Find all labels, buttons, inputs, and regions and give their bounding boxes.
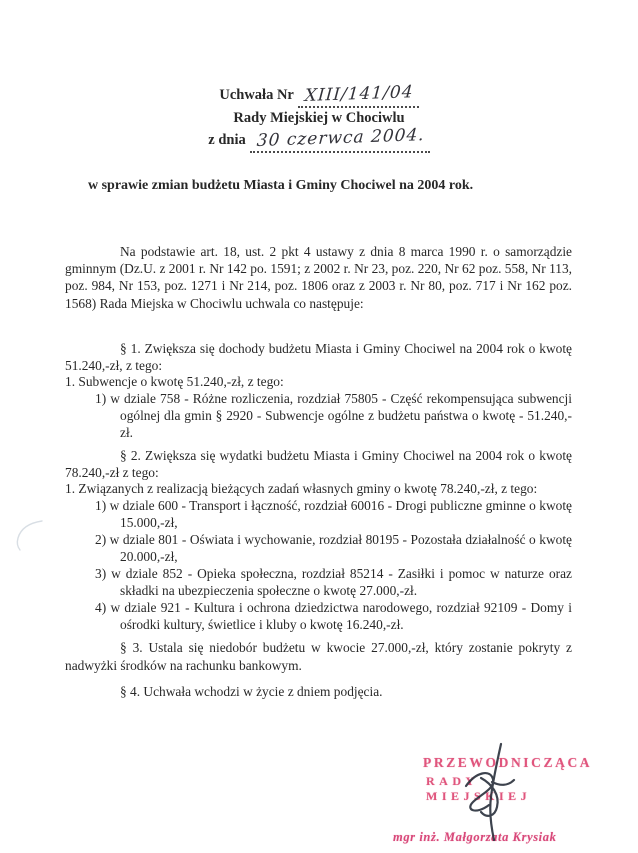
section-2-subitem-4 — [65, 600, 572, 634]
stamp-signer-name: mgr inż. Małgorzata Krysiak — [393, 830, 557, 844]
section-3-heading: § 3. Ustala się niedobór budżetu w kwocie 27.000,-zł, który zostanie pokryty z nadwyżki środków na rachunku bankowym. — [65, 640, 572, 673]
document-header — [0, 84, 638, 153]
section-2-subitem-2 — [65, 532, 572, 566]
resolution-number-line — [0, 84, 638, 108]
resolution-number-field — [298, 84, 419, 108]
list-item-text: Subwencje o kwotę 51.240,-zł, z tego: — [78, 374, 284, 390]
handwritten-resolution-number: XIII/141/04 — [303, 82, 415, 106]
intro-paragraph: Na podstawie art. 18, ust. 2 pkt 4 ustawy z dnia 8 marca 1990 r. o samorządzie gminnym (Dz.U. z 2001 r. Nr 142 po. 1591; z 2002 r. Nr 23, poz. 220, Nr 62 poz. 558, Nr 113, poz. 984, Nr 153, poz. 1271 i Nr 214, poz. 1806 oraz z 2003 r. Nr 80, poz. 717 i Nr 162 poz. 1568) Rada Miejska w Chociwlu uchwala co następuje: — [65, 244, 572, 311]
list-item-label: 1) — [95, 498, 107, 514]
list-item-label: 4) — [95, 599, 107, 615]
section-2-item-1 — [65, 481, 572, 498]
list-item-text: w dziale 852 - Opieka społeczna, rozdział 85214 - Zasiłki i pomoc w naturze oraz składki na ubezpieczenia społeczne o kwotę 27.000,-zł. — [111, 565, 572, 598]
handwritten-signature — [448, 742, 538, 842]
handwritten-date: 30 czerwca 2004. — [255, 125, 426, 151]
section-2-subitem-3 — [65, 566, 572, 600]
stamp-council-line: RADY MIEJSKIEJ — [426, 774, 532, 803]
list-item-text: Związanych z realizacją bieżących zadań własnych gminy o kwotę 78.240,-zł, z tego: — [78, 481, 538, 497]
list-item-label: 1) — [95, 391, 107, 407]
section-4-heading: § 4. Uchwała wchodzi w życie z dniem podjęcia. — [120, 683, 383, 699]
list-item-label: 1. — [65, 374, 76, 390]
date-field — [250, 125, 430, 153]
section-1-item-1 — [65, 374, 572, 391]
pencil-mark — [10, 518, 52, 554]
stamp-title-line: PRZEWODNICZĄCA — [423, 755, 593, 770]
subject-line: w sprawie zmian budżetu Miasta i Gminy Chociwel na 2004 rok. — [88, 178, 474, 193]
resolution-label: Uchwała Nr — [219, 87, 294, 103]
section-1-heading: § 1. Zwiększa się dochody budżetu Miasta i Gminy Chociwel na 2004 rok o kwotę 51.240,-zł, z tego: — [65, 340, 572, 374]
section-1-subitem-1 — [65, 391, 572, 442]
document-body — [65, 243, 572, 700]
list-item-label: 1. — [65, 481, 76, 497]
council-name: Rady Miejskiej w Chociwlu — [233, 110, 405, 126]
list-item-text: w dziale 600 - Transport i łączność, rozdział 60016 - Drogi publiczne gminne o kwotę 15.000,-zł, — [109, 498, 572, 531]
list-item-text: w dziale 921 - Kultura i ochrona dziedzictwa narodowego, rozdział 92109 - Domy i ośrodki kultury, świetlice i kluby o kwotę 16.240,-zł. — [110, 599, 572, 632]
section-2-heading: § 2. Zwiększa się wydatki budżetu Miasta i Gminy Chociwel na 2004 rok o kwotę 78.240,-zł z tego: — [65, 447, 572, 481]
section-2-subitem-1 — [65, 498, 572, 532]
list-item-label: 3) — [95, 565, 107, 581]
date-line — [0, 125, 638, 153]
list-item-text: w dziale 758 - Różne rozliczenia, rozdział 75805 - Część rekompensująca subwencji ogólnej dla gmin § 2920 - Subwencje ogólne z budżetu państwa o kwotę - 51.240,-zł. — [110, 391, 572, 440]
date-label: z dnia — [208, 132, 246, 148]
list-item-label: 2) — [95, 531, 107, 547]
list-item-text: w dziale 801 - Oświata i wychowanie, rozdział 80195 - Pozostała działalność o kwotę 20.000,-zł, — [109, 531, 572, 564]
